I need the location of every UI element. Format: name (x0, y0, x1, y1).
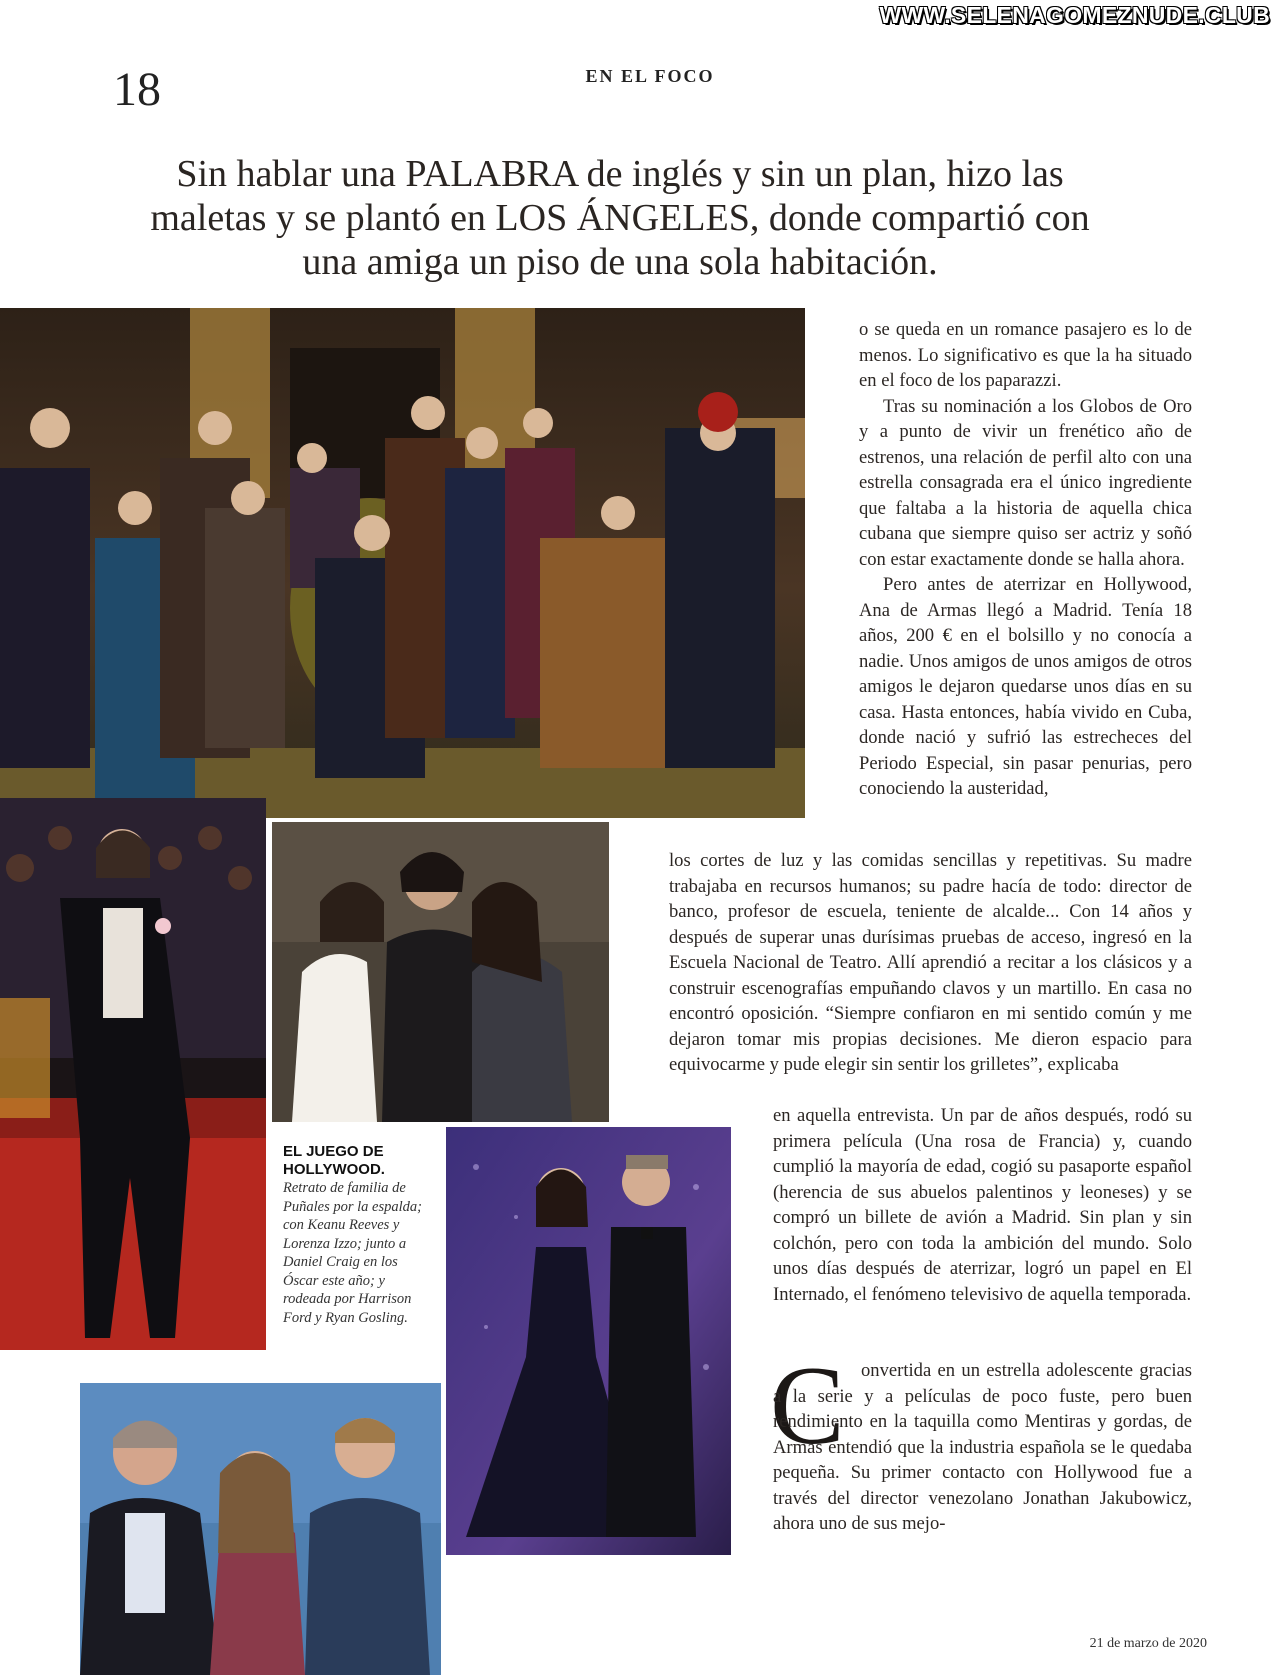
pull-quote: Sin hablar una PALABRA de inglés y sin un plan, hizo las maletas y se plantó en LOS ÁNGELES, donde compartió con una amiga un piso de una sola habitación. (150, 153, 1090, 283)
ford-gosling-photo (80, 1383, 441, 1675)
page-number: 18 (113, 63, 161, 116)
paragraph: los cortes de luz y las comidas sencillas y repetitivas. Su madre trabajaba en recursos humanos; su padre hacía de todo: director de banco, profesor de escuela, teniente de alcalde... Con 14 años y después de superar unas durísimas pruebas de acceso, ingresó en la Escuela Nacional de Teatro. Allí aprendió a recitar a los clásicos y a construir escenografías empuñando clavos y un martillo. En casa no encontró oposición. “Siempre confiaron en mi sentido común y me dejaron tomar mis propias decisiones. Me dieron espacio para equivocarme y pude elegir sin sentir los grilletes”, explicaba (669, 850, 1192, 1075)
body-column-final (773, 1358, 1192, 1537)
body-column-wide (669, 848, 1192, 1078)
photo-caption (283, 1143, 433, 1327)
section-label: EN EL FOCO (585, 66, 715, 86)
body-column-right-bottom (773, 1103, 1192, 1307)
red-carpet-photo (0, 798, 266, 1350)
caption-title: EL JUEGO DE HOLLYWOOD. (283, 1143, 385, 1178)
keanu-photo (272, 822, 609, 1122)
oscars-photo (446, 1127, 731, 1555)
caption-body: Retrato de familia de Puñales por la espalda; con Keanu Reeves y Lorenza Izzo; junto a Daniel Craig en los Óscar este año; y rodeada por Harrison Ford y Ryan Gosling. (283, 1180, 422, 1326)
paragraph: o se queda en un romance pasajero es lo de menos. Lo significativo es que la ha situado en el foco de los paparazzi. (859, 319, 1192, 391)
drop-cap: C (770, 1344, 845, 1468)
issue-date: 21 de marzo de 2020 (1089, 1636, 1207, 1651)
paragraph: Tras su nominación a los Globos de Oro y a punto de vivir un frenético año de estrenos, una relación de perfil alto con una estrella consagrada era el único ingrediente que faltaba a la historia de aquella chica cubana que siempre quiso ser actriz y soñó con estar exactamente donde se halla ahora. (859, 395, 1192, 570)
cast-group-photo (0, 308, 805, 818)
body-column-right-top (859, 317, 1192, 802)
paragraph: en aquella entrevista. Un par de años después, rodó su primera película (Una rosa de Francia) y, cuando cumplió la mayoría de edad, cogió su pasaporte español (herencia de sus abuelos palentinos y leoneses) y se compró un billete de avión a Madrid. Sin plan y sin colchón, pero con toda la ambición del mundo. Solo unos días después de aterrizar, logró un papel en El Internado, el fenómeno televisivo de aquella temporada. (773, 1105, 1192, 1305)
paragraph: Pero antes de aterrizar en Hollywood, Ana de Armas llegó a Madrid. Tenía 18 años, 200 € en el bolsillo y no conocía a nadie. Unos amigos de unos amigos de otros amigos le dejaron quedarse unos días en su casa. Hasta entonces, había vivido en Cuba, donde nació y sufrió las estrecheces del Periodo Especial, sin pasar penurias, pero conociendo la austeridad, (859, 574, 1192, 799)
paragraph: onvertida en un estrella adolescente gracias a la serie y a películas de poco fuste, pero buen rendimiento en la taquilla como Mentiras y gordas, de Armas entendió que la industria española se le quedaba pequeña. Su primer contacto con Hollywood fue a través del director venezolano Jonathan Jakubowicz, ahora uno de sus mejo- (773, 1360, 1192, 1534)
watermark-text: WWW.SELENAGOMEZNUDE.CLUB (879, 2, 1270, 28)
